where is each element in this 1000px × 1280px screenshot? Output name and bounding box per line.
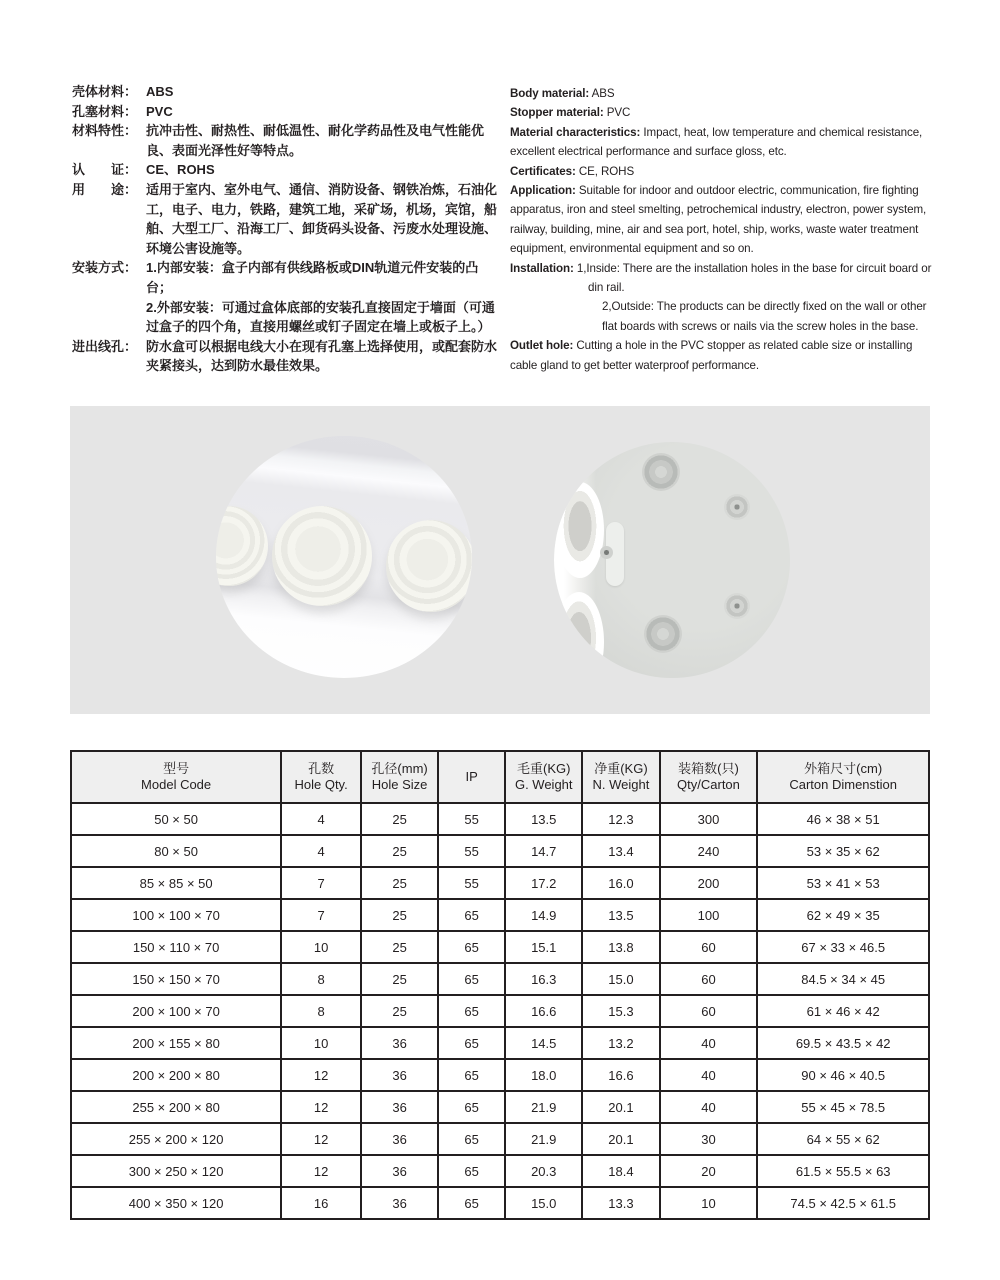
table-cell: 60 [660,995,758,1027]
header-label-en: Carton Dimenstion [789,777,897,792]
spec-row-en [510,181,938,259]
table-cell: 7 [281,867,361,899]
spec-label-en: Outlet hole: [510,339,574,353]
specs-cn-column [72,82,504,376]
spec-table [70,750,930,1220]
table-cell: 65 [438,1059,505,1091]
header-label-cn: 装箱数(只) [678,761,739,776]
screw-hole [724,494,750,520]
header-label-en: Model Code [141,777,212,792]
spec-content-cn: 防水盒可以根据电线大小在现有孔塞上选择使用，或配套防水夹紧接头，达到防水最佳效果。 [146,338,498,374]
table-row [71,867,929,899]
table-cell: 69.5 × 43.5 × 42 [757,1027,929,1059]
table-cell: 16.3 [505,963,582,995]
spec-content-cn: 抗冲击性、耐热性、耐低温性、耐化学药品性及电气性能优良、表面光泽性好等特点。 [146,123,485,158]
table-cell: 55 [438,835,505,867]
table-cell: 25 [361,867,438,899]
table-cell: 65 [438,1027,505,1059]
header-label-cn: 型号 [163,761,190,776]
side-grommet [556,482,604,578]
header-label-cn: 孔径(mm) [371,761,428,776]
cable-grommet [386,520,472,612]
table-cell: 13.5 [582,899,659,931]
table-cell: 74.5 × 42.5 × 61.5 [757,1187,929,1219]
table-row [71,1155,929,1187]
table-cell: 16 [281,1187,361,1219]
table-cell: 36 [361,1027,438,1059]
spec-content-cn: CE、ROHS [146,162,215,178]
spec-label-cn: 壳体材料： [72,84,138,99]
spec-table-head [71,751,929,803]
table-cell: 61 × 46 × 42 [757,995,929,1027]
table-row [71,803,929,835]
table-cell: 46 × 38 × 51 [757,803,929,835]
table-cell: 40 [660,1059,758,1091]
spec-label-en: Installation: [510,261,574,275]
table-header-row [71,751,929,803]
header-label-en: G. Weight [514,777,573,792]
spec-label-cn: 进出线孔： [72,338,138,354]
table-header-cell [281,751,361,803]
table-cell: 55 [438,867,505,899]
table-row [71,995,929,1027]
spec-table-body [71,803,929,1219]
table-cell: 25 [361,899,438,931]
table-cell: 40 [660,1027,758,1059]
table-cell: 67 × 33 × 46.5 [757,931,929,963]
spec-item-en: 2,Outside: The products can be directly fixed on the wall or other flat boards with screws or nails via the screw holes in the base. [602,300,927,333]
spec-row-en [510,336,938,375]
table-cell: 65 [438,1091,505,1123]
table-row [71,963,929,995]
table-cell: 20.3 [505,1155,582,1187]
corner-boss [644,615,682,653]
spec-label-en: Stopper material: [510,106,604,120]
spec-label-en: Certificates: [510,164,576,178]
table-cell: 25 [361,963,438,995]
spec-row-en [510,103,938,122]
table-cell: 36 [361,1123,438,1155]
spec-content-cn: PVC [146,103,173,119]
table-cell: 36 [361,1187,438,1219]
table-cell: 14.5 [505,1027,582,1059]
spec-label-en: Application: [510,184,576,198]
side-grommet [554,592,604,678]
table-cell: 200 × 155 × 80 [71,1027,281,1059]
table-cell: 30 [660,1123,758,1155]
spec-item-cn: 1.内部安装：盒子内部有供线路板或DIN轨道元件安装的凸台； [146,260,479,295]
spec-text-en: ABS [591,87,615,100]
table-cell: 16.6 [505,995,582,1027]
table-cell: 25 [361,803,438,835]
table-cell: 300 [660,803,758,835]
table-header-cell [438,751,505,803]
spec-label-en: Material characteristics: [510,125,641,139]
table-cell: 13.8 [582,931,659,963]
table-cell: 200 [660,867,758,899]
spec-item-en: 1,Inside: There are the installation holes in the base for circuit board or din rail. [576,261,932,295]
table-cell: 65 [438,931,505,963]
table-cell: 7 [281,899,361,931]
table-cell: 60 [660,963,758,995]
spec-text-en: Impact, heat, low temperature and chemical resistance, excellent electrical performance and surface gloss, etc. [510,125,923,159]
table-cell: 25 [361,835,438,867]
table-cell: 12 [281,1059,361,1091]
table-cell: 8 [281,995,361,1027]
spec-label-cn: 用 途： [72,181,138,197]
spec-label-cn: 安装方式： [72,260,138,276]
table-header-cell [660,751,758,803]
table-cell: 100 [660,899,758,931]
table-cell: 65 [438,1123,505,1155]
spec-row-en [510,123,938,162]
table-cell: 10 [660,1187,758,1219]
table-header-cell [505,751,582,803]
table-cell: 100 × 100 × 70 [71,899,281,931]
table-cell: 12 [281,1155,361,1187]
table-cell: 14.7 [505,835,582,867]
table-cell: 4 [281,803,361,835]
table-cell: 62 × 49 × 35 [757,899,929,931]
table-cell: 25 [361,995,438,1027]
table-cell: 53 × 41 × 53 [757,867,929,899]
table-cell: 13.4 [582,835,659,867]
table-cell: 50 × 50 [71,803,281,835]
table-cell: 65 [438,963,505,995]
spec-row-cn [72,180,504,258]
spec-row-cn [72,121,504,160]
spec-row-en [510,259,938,337]
table-cell: 36 [361,1155,438,1187]
table-cell: 8 [281,963,361,995]
spec-text-en: Suitable for indoor and outdoor electric, communication, fire fighting apparatus, iron and steel smelting, petrochemical industry, electron, power system, railway, building, mine, air and sea port, hotel, ship, works, waste water treatment equipment, environmental equipment and so on. [510,184,927,256]
product-photo-base [554,442,790,678]
table-cell: 255 × 200 × 80 [71,1091,281,1123]
table-cell: 20 [660,1155,758,1187]
header-label-cn: 孔数 [308,761,335,776]
table-cell: 150 × 110 × 70 [71,931,281,963]
spec-row-cn [72,337,504,376]
table-row [71,1123,929,1155]
table-cell: 84.5 × 34 × 45 [757,963,929,995]
table-cell: 55 × 45 × 78.5 [757,1091,929,1123]
header-label-en: Hole Size [371,777,428,792]
cable-grommet [272,506,372,606]
specs-en-column [510,84,938,375]
spec-row-cn [72,160,504,180]
header-label-en: Qty/Carton [677,777,740,792]
table-row [71,899,929,931]
table-cell: 65 [438,899,505,931]
table-cell: 64 × 55 × 62 [757,1123,929,1155]
header-label-en: Hole Qty. [294,777,348,792]
corner-boss [642,453,680,491]
table-cell: 65 [438,995,505,1027]
table-cell: 13.2 [582,1027,659,1059]
table-row [71,1091,929,1123]
table-cell: 15.1 [505,931,582,963]
header-label-cn: IP [465,769,478,784]
table-cell: 12.3 [582,803,659,835]
table-cell: 15.3 [582,995,659,1027]
table-cell: 10 [281,931,361,963]
table-row [71,931,929,963]
spec-text-en: PVC [606,106,631,120]
table-cell: 200 × 100 × 70 [71,995,281,1027]
table-header-cell [757,751,929,803]
table-cell: 90 × 46 × 40.5 [757,1059,929,1091]
spec-row-en [510,162,938,181]
spec-row-cn [72,82,504,102]
table-cell: 150 × 150 × 70 [71,963,281,995]
table-header-cell [582,751,659,803]
table-row [71,1187,929,1219]
spec-row-cn [72,102,504,122]
table-header-cell [361,751,438,803]
spec-row-en [510,84,938,103]
table-cell: 21.9 [505,1091,582,1123]
table-cell: 36 [361,1059,438,1091]
table-cell: 15.0 [505,1187,582,1219]
table-row [71,1027,929,1059]
table-header-cell [71,751,281,803]
table-cell: 18.4 [582,1155,659,1187]
spec-content-cn: 适用于室内、室外电气、通信、消防设备、钢铁冶炼，石油化工，电子、电力，铁路，建筑工地，采矿场，机场，宾馆，船舶、大型工厂、沿海工厂、卸货码头设备、污废水处理设施、环境公害设施等。 [146,181,498,256]
screw-hole [724,593,750,619]
table-row [71,1059,929,1091]
table-cell: 200 × 200 × 80 [71,1059,281,1091]
table-cell: 255 × 200 × 120 [71,1123,281,1155]
table-cell: 18.0 [505,1059,582,1091]
spec-label-en: Body material: [510,87,590,100]
spec-content-cn: ABS [146,84,174,99]
spec-item-cn: 2.外部安装：可通过盒体底部的安装孔直接固定于墙面（可通过盒子的四个角，直接用螺丝或钉子固定在墙上或板子上。） [146,299,495,335]
product-photo-band [70,406,930,714]
table-cell: 40 [660,1091,758,1123]
spec-content-cn [146,258,504,336]
header-label-cn: 净重(KG) [594,761,648,776]
spec-text-en: Cutting a hole in the PVC stopper as related cable size or installing cable gland to get better waterproof performance. [510,339,913,372]
product-photo-grommets [216,436,472,678]
spec-label-cn: 材料特性： [72,123,138,139]
table-cell: 13.5 [505,803,582,835]
table-row [71,835,929,867]
spec-text-en: CE, ROHS [578,164,635,178]
table-cell: 14.9 [505,899,582,931]
table-cell: 12 [281,1123,361,1155]
table-cell: 53 × 35 × 62 [757,835,929,867]
cable-grommet [216,506,268,586]
latch-hole [600,546,613,559]
table-cell: 16.0 [582,867,659,899]
table-cell: 15.0 [582,963,659,995]
table-cell: 80 × 50 [71,835,281,867]
table-cell: 10 [281,1027,361,1059]
table-cell: 85 × 85 × 50 [71,867,281,899]
table-cell: 17.2 [505,867,582,899]
table-cell: 21.9 [505,1123,582,1155]
table-cell: 61.5 × 55.5 × 63 [757,1155,929,1187]
table-cell: 25 [361,931,438,963]
table-cell: 65 [438,1155,505,1187]
table-cell: 13.3 [582,1187,659,1219]
spec-row-cn [72,258,504,336]
table-cell: 20.1 [582,1123,659,1155]
table-cell: 16.6 [582,1059,659,1091]
header-label-cn: 外箱尺寸(cm) [804,761,883,776]
table-cell: 55 [438,803,505,835]
table-cell: 240 [660,835,758,867]
header-label-cn: 毛重(KG) [517,761,571,776]
table-cell: 12 [281,1091,361,1123]
table-cell: 60 [660,931,758,963]
table-cell: 20.1 [582,1091,659,1123]
spec-label-cn: 孔塞材料： [72,103,138,119]
table-cell: 400 × 350 × 120 [71,1187,281,1219]
header-label-en: N. Weight [592,777,650,792]
table-cell: 65 [438,1187,505,1219]
table-cell: 4 [281,835,361,867]
spec-label-cn: 认 证： [72,162,138,178]
table-cell: 300 × 250 × 120 [71,1155,281,1187]
table-cell: 36 [361,1091,438,1123]
